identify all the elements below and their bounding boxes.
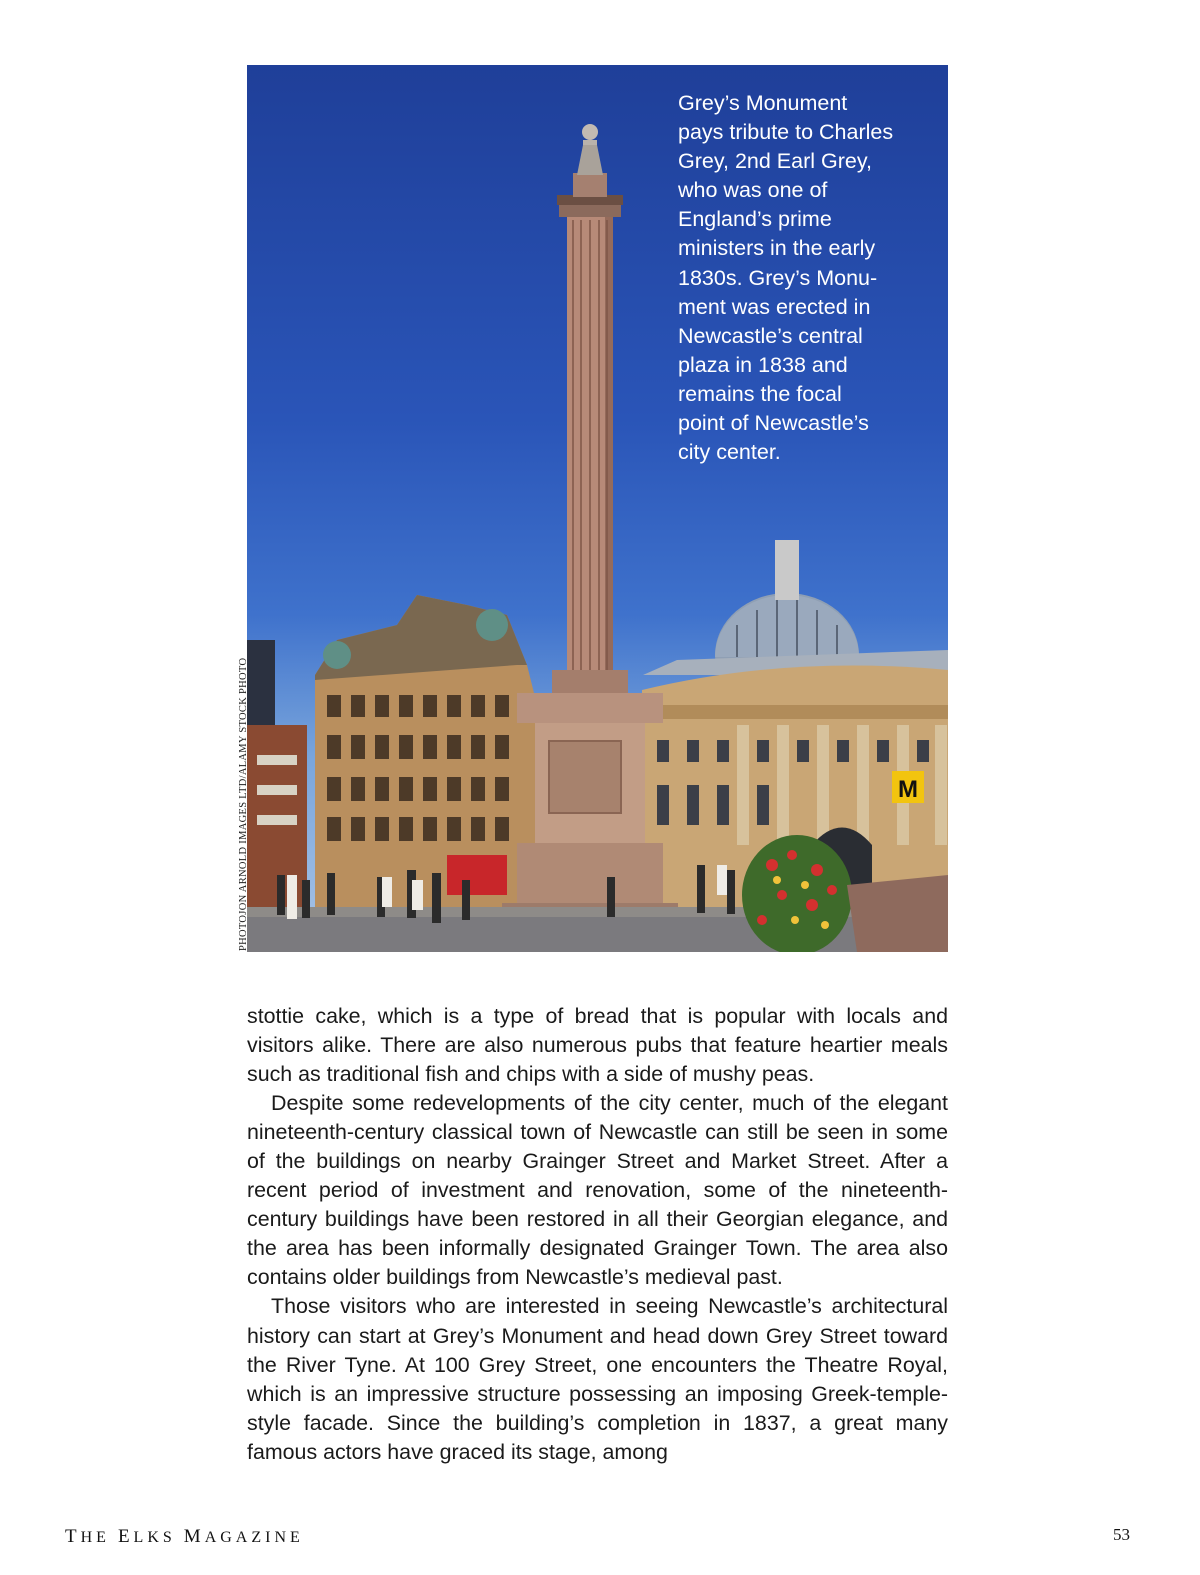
article-body: [247, 1002, 948, 1467]
title-initial: T: [65, 1526, 81, 1547]
photo-credit: PHOTOJON ARNOLD IMAGES LTD/ALAMY STOCK PHOTO: [238, 657, 249, 951]
title-rest: HE: [80, 1529, 110, 1546]
page-number: 53: [1113, 1525, 1130, 1544]
title-rest: LKS: [133, 1529, 176, 1546]
title-initial: M: [183, 1526, 205, 1547]
metro-sign-letter: M: [898, 776, 918, 803]
article-paragraph: Those visitors who are interested in seeing Newcastle’s architectural history can start at Grey’s Monument and head down Grey Street toward the River Tyne. At 100 Grey Street, one encounters the Theatre Royal, which is an impressive structure possessing an imposing Greek-temple-style facade. Since the building’s completion in 1837, a great many famous actors have graced its stage, among: [247, 1294, 948, 1464]
article-paragraph: Despite some redevelopments of the city center, much of the elegant nineteenth-century classical town of Newcastle can still be seen in some of the buildings on nearby Grainger Street and Market Street. After a recent period of investment and renovation, some of the nineteenth-century buildings have been restored in all their Georgian elegance, and the area has been informally designated Grainger Town. The area also contains older buildings from Newcastle’s medieval past.: [247, 1091, 948, 1290]
article-paragraph: stottie cake, which is a type of bread that is popular with locals and visitors alike. There are also numerous pubs that feature heartier meals such as traditional fish and chips with a side of mushy peas.: [247, 1004, 948, 1087]
magazine-title: [65, 1526, 304, 1548]
title-initial: E: [117, 1526, 134, 1547]
title-rest: AGAZINE: [204, 1529, 304, 1546]
photo-caption: Grey’s Monument pays tribute to Charles Grey, 2nd Earl Grey, who was one of England’s prime ministers in the early 1830s. Grey’s Monu- ment was erected in Newcastle’s central plaza in 1838 and remains the focal point of Newcastle’s city center.: [678, 91, 894, 465]
monument-photo: [247, 65, 948, 952]
